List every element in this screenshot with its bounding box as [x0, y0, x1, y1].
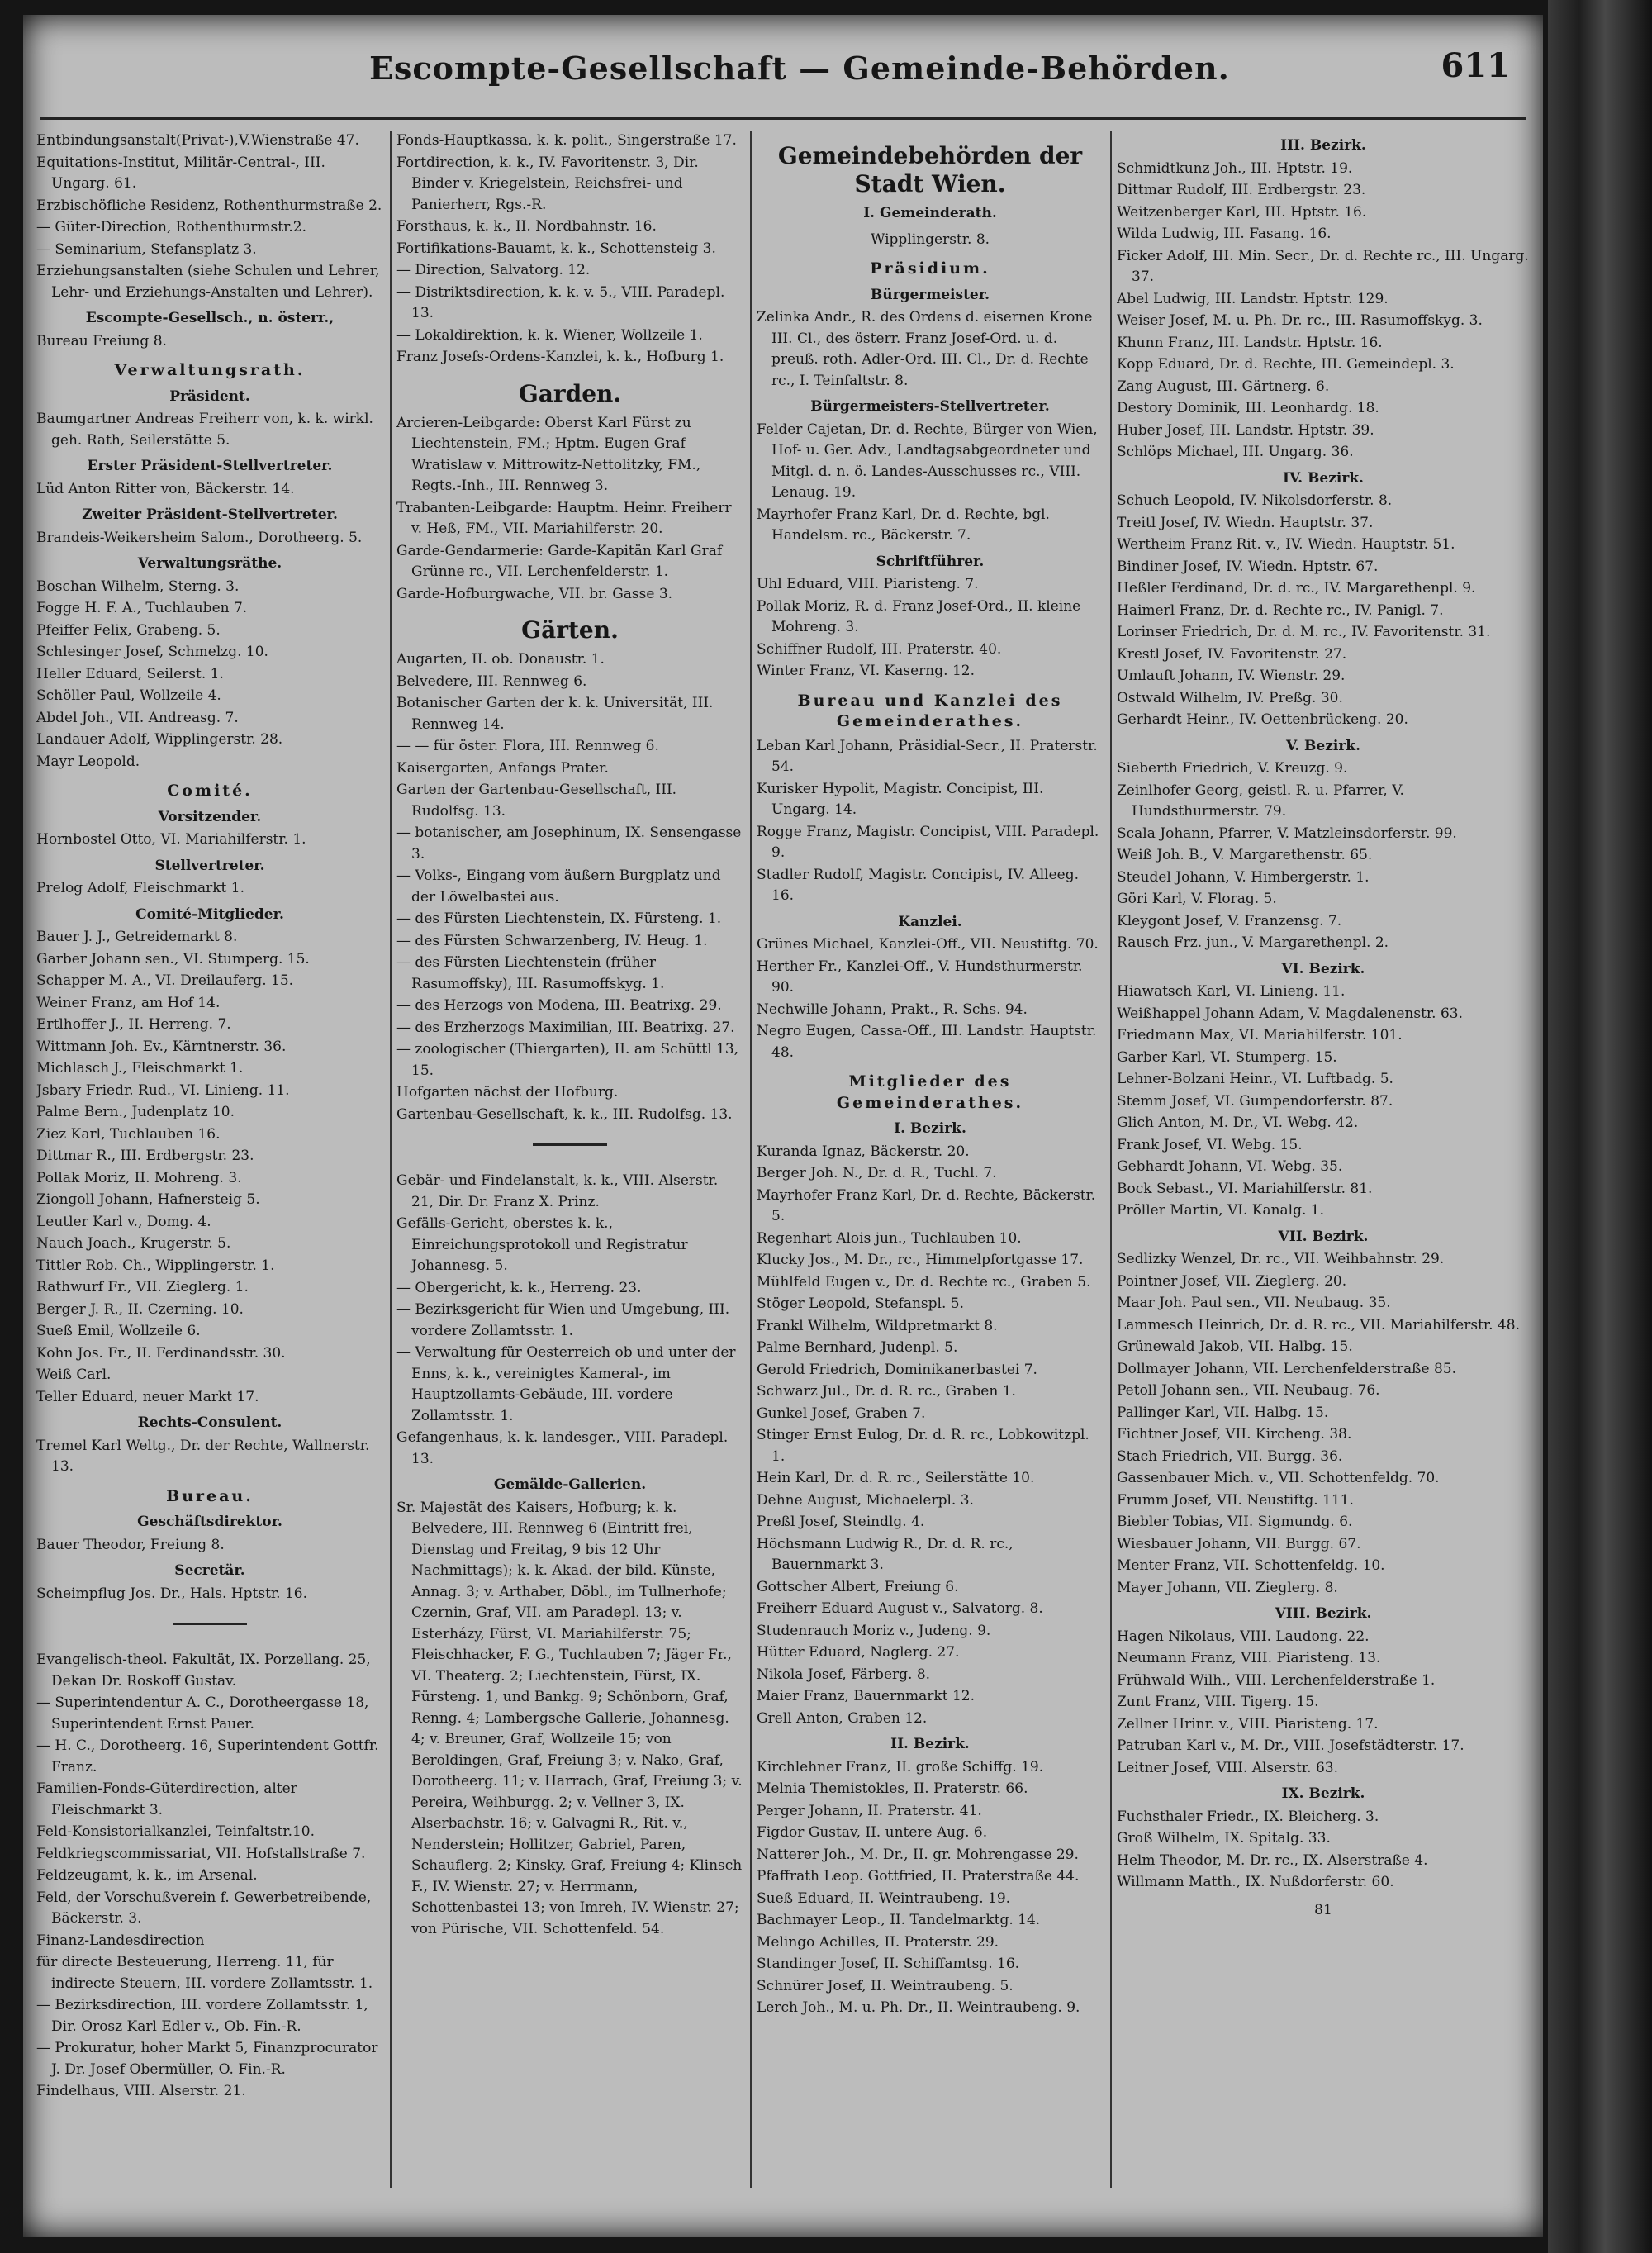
directory-entry: Tremel Karl Weltg., Dr. der Rechte, Wallnerstr. 13. [36, 1437, 370, 1475]
header-rule [40, 117, 1526, 120]
subheading: Kanzlei. [898, 913, 962, 930]
directory-entry: Findelhaus, VIII. Alserstr. 21. [36, 2083, 246, 2099]
subheading: Comité-Mitglieder. [135, 905, 284, 923]
spaced-heading: Mitglieder des Gemeinderathes. [836, 1072, 1024, 1112]
directory-entry: Schwarz Jul., Dr. d. R. rc., Graben 1. [757, 1383, 1016, 1400]
directory-entry: Friedmann Max, VI. Mariahilferstr. 101. [1117, 1027, 1403, 1043]
directory-entry: Frühwald Wilh., VIII. Lerchenfelderstraße 1. [1117, 1671, 1436, 1689]
directory-entry: Frankl Wilhelm, Wildpretmarkt 8. [757, 1317, 998, 1334]
directory-entry: Felder Cajetan, Dr. d. Rechte, Bürger von Wien, Hof- u. Ger. Adv., Landtagsabgeordneter und Mitgl. d. n. ö. Landes-Ausschusses rc., VIII. Lenaug. 19. [757, 421, 1098, 501]
directory-entry: Finanz-Landesdirection [36, 1932, 205, 1949]
directory-entry: Jsbary Friedr. Rud., VI. Linieng. 11. [36, 1081, 290, 1099]
directory-entry: Lerch Joh., M. u. Ph. Dr., II. Weintraubeng. 9. [757, 1999, 1080, 2016]
directory-entry: Natterer Joh., M. Dr., II. gr. Mohrengasse 29. [757, 1846, 1079, 1863]
subheading: Vorsitzender. [158, 808, 262, 825]
directory-entry: Feld-Konsistorialkanzlei, Teinfaltstr.10. [36, 1823, 316, 1840]
directory-entry: Zeinlhofer Georg, geistl. R. u. Pfarrer, V. Hundsthurmerstr. 79. [1117, 782, 1404, 820]
directory-entry: Krestl Josef, IV. Favoritenstr. 27. [1117, 645, 1347, 663]
directory-entry: Sueß Emil, Wollzeile 6. [36, 1323, 201, 1339]
subheading: I. Bezirk. [894, 1120, 966, 1137]
directory-entry: Maar Joh. Paul sen., VII. Neubaug. 35. [1117, 1295, 1391, 1311]
directory-entry: Mayr Leopold. [36, 753, 140, 770]
subheading: IX. Bezirk. [1281, 1785, 1365, 1802]
directory-entry: Trabanten-Leibgarde: Hauptm. Heinr. Freiherr v. Heß, FM., VII. Mariahilferstr. 20. [396, 499, 732, 537]
directory-entry: — Volks-, Eingang vom äußern Burgplatz und der Löwelbastei aus. [396, 867, 721, 905]
directory-entry: — Obergericht, k. k., Herreng. 23. [396, 1279, 642, 1296]
directory-entry: Schlesinger Josef, Schmelzg. 10. [36, 644, 268, 660]
subheading: Bürgermeister. [870, 286, 990, 303]
directory-entry: Tittler Rob. Ch., Wipplingerstr. 1. [36, 1257, 275, 1274]
directory-entry: Schöller Paul, Wollzeile 4. [36, 687, 221, 704]
directory-entry: Schuch Leopold, IV. Nikolsdorferstr. 8. [1117, 492, 1393, 509]
directory-entry: Fuchsthaler Friedr., IX. Bleicherg. 3. [1117, 1808, 1379, 1825]
subheading: Secretär. [174, 1562, 245, 1579]
directory-entry: — des Fürsten Liechtenstein, IX. Fürsteng. 1. [396, 910, 722, 927]
subheading: VIII. Bezirk. [1275, 1605, 1372, 1622]
directory-entry: Zelinka Andr., R. des Ordens d. eisernen Krone III. Cl., des österr. Franz Josef-Ord. u. d. preuß. roth. Adler-Ord. III. Cl., Dr. d. Rechte rc., I. Teinfaltstr. 8. [757, 309, 1093, 389]
directory-entry: Teller Eduard, neuer Markt 17. [36, 1388, 259, 1405]
directory-entry: — botanischer, am Josephinum, IX. Sensengasse 3. [396, 825, 742, 863]
directory-entry: Nechwille Johann, Prakt., R. Schs. 94. [757, 1001, 1028, 1018]
directory-entry: Fonds-Hauptkassa, k. k. polit., Singerstraße 17. [396, 132, 737, 149]
subheading: VII. Bezirk. [1278, 1228, 1369, 1245]
directory-entry: Frumm Josef, VII. Neustiftg. 111. [1117, 1491, 1354, 1509]
directory-entry: Pfaffrath Leop. Gottfried, II. Praterstraße 44. [757, 1868, 1080, 1885]
directory-entry: Gartenbau-Gesellschaft, k. k., III. Rudolfsg. 13. [396, 1105, 733, 1123]
directory-entry: Dittmar R., III. Erdbergstr. 23. [36, 1148, 254, 1164]
directory-entry: Lüd Anton Ritter von, Bäckerstr. 14. [36, 480, 295, 497]
directory-entry: Mayer Johann, VII. Zieglerg. 8. [1117, 1579, 1338, 1596]
directory-entry: Zunt Franz, VIII. Tigerg. 15. [1117, 1694, 1319, 1710]
directory-entry: — Verwaltung für Oesterreich ob und unter der Enns, k. k., vereinigtes Kameral-, im Hauptzollamts-Gebäude, III. vordere Zollamtsstr. 1. [396, 1344, 736, 1424]
directory-entry: Equitations-Institut, Militär-Central-, III. Ungarg. 61. [36, 154, 325, 192]
directory-entry: Ertlhoffer J., II. Herreng. 7. [36, 1016, 231, 1033]
directory-entry: Biebler Tobias, VII. Sigmundg. 6. [1117, 1514, 1353, 1530]
directory-entry: Pfeiffer Felix, Grabeng. 5. [36, 621, 221, 639]
directory-entry: Baumgartner Andreas Freiherr von, k. k. wirkl. geh. Rath, Seilerstätte 5. [36, 411, 373, 449]
column-divider [390, 131, 392, 2188]
subheading: Gemälde-Gallerien. [493, 1476, 647, 1493]
directory-entry: Mayrhofer Franz Karl, Dr. d. Rechte, bgl. Handelsm. rc., Bäckerstr. 7. [757, 506, 1050, 544]
subheading: Bürgermeisters-Stellvertreter. [810, 398, 1050, 415]
subheading: II. Bezirk. [890, 1736, 970, 1752]
directory-entry: Helm Theodor, M. Dr. rc., IX. Alserstraße 4. [1117, 1851, 1428, 1869]
directory-entry: Feldkriegscommissariat, VII. Hofstallstraße 7. [36, 1845, 366, 1862]
directory-entry: Rogge Franz, Magistr. Concipist, VIII. Paradepl. 9. [757, 823, 1099, 861]
directory-entry: — Direction, Salvatorg. 12. [396, 262, 591, 278]
directory-entry: Scala Johann, Pfarrer, V. Matzleinsdorferstr. 99. [1117, 825, 1457, 842]
section-heading: Gemeindebehörden der Stadt Wien. [777, 142, 1083, 197]
directory-entry: Erziehungsanstalten (siehe Schulen und Lehrer, Lehr- und Erziehungs-Anstalten und Lehrer). [36, 263, 380, 301]
signature-number: 81 [1314, 1901, 1332, 1918]
directory-entry: — Seminarium, Stefansplatz 3. [36, 240, 257, 258]
directory-entry: Perger Johann, II. Praterstr. 41. [757, 1802, 982, 1819]
directory-entry: Negro Eugen, Cassa-Off., III. Landstr. Hauptstr. 48. [757, 1023, 1097, 1061]
directory-entry: — Bezirksgericht für Wien und Umgebung, III. vordere Zollamtsstr. 1. [396, 1301, 730, 1339]
directory-entry: Grünewald Jakob, VII. Halbg. 15. [1117, 1338, 1353, 1355]
directory-entry: Hiawatsch Karl, VI. Linieng. 11. [1117, 983, 1346, 1000]
directory-entry: Kleygont Josef, V. Franzensg. 7. [1117, 912, 1342, 929]
directory-page [23, 15, 1543, 2237]
directory-entry: Ziez Karl, Tuchlauben 16. [36, 1125, 221, 1143]
directory-entry: Pollak Moriz, II. Mohreng. 3. [36, 1169, 242, 1186]
directory-entry: Grell Anton, Graben 12. [757, 1709, 928, 1727]
spaced-heading: Verwaltungsrath. [114, 361, 306, 379]
directory-entry: Klucky Jos., M. Dr., rc., Himmelpfortgasse 17. [757, 1252, 1084, 1268]
directory-entry: Rathwurf Fr., VII. Zieglerg. 1. [36, 1279, 249, 1295]
directory-entry: Wilda Ludwig, III. Fasang. 16. [1117, 226, 1332, 242]
directory-entry: Brandeis-Weikersheim Salom., Dorotheerg. 5. [36, 529, 363, 546]
directory-entry: Ficker Adolf, III. Min. Secr., Dr. d. Rechte rc., III. Ungarg. 37. [1117, 247, 1529, 285]
directory-entry: Augarten, II. ob. Donaustr. 1. [396, 651, 605, 668]
directory-entry: Bachmayer Leop., II. Tandelmarktg. 14. [757, 1912, 1041, 1928]
directory-entry: Belvedere, III. Rennweg 6. [396, 673, 587, 690]
directory-entry: Grünes Michael, Kanzlei-Off., VII. Neustiftg. 70. [757, 936, 1099, 953]
directory-entry: Zang August, III. Gärtnerg. 6. [1117, 378, 1330, 395]
directory-entry: Weiß Joh. B., V. Margarethenstr. 65. [1117, 847, 1373, 863]
directory-entry: — Superintendentur A. C., Dorotheergasse 18, Superintendent Ernst Pauer. [36, 1695, 369, 1733]
directory-entry: Dollmayer Johann, VII. Lerchenfelderstraße 85. [1117, 1360, 1457, 1377]
subheading: I. Gemeinderath. [863, 205, 997, 221]
spaced-heading: Comité. [167, 782, 253, 800]
directory-entry: Weiner Franz, am Hof 14. [36, 994, 221, 1011]
directory-entry: Stinger Ernst Eulog, Dr. d. R. rc., Lobkowitzpl. 1. [757, 1427, 1089, 1465]
directory-entry: Bureau Freiung 8. [36, 332, 167, 349]
directory-entry: Stöger Leopold, Stefanspl. 5. [757, 1295, 964, 1312]
directory-entry: Hein Karl, Dr. d. R. rc., Seilerstätte 10. [757, 1470, 1035, 1486]
directory-entry: Maier Franz, Bauernmarkt 12. [757, 1688, 976, 1704]
directory-entry: Stadler Rudolf, Magistr. Concipist, IV. Alleeg. 16. [757, 866, 1080, 904]
subheading: VI. Bezirk. [1281, 960, 1365, 977]
directory-entry: Gottscher Albert, Freiung 6. [757, 1578, 959, 1595]
directory-entry: Mühlfeld Eugen v., Dr. d. Rechte rc., Graben 5. [757, 1273, 1091, 1290]
directory-entry: Schlöps Michael, III. Ungarg. 36. [1117, 444, 1354, 460]
column-divider [750, 131, 752, 2188]
directory-entry: Familien-Fonds-Güterdirection, alter Fleischmarkt 3. [36, 1780, 297, 1818]
directory-entry: Garde-Gendarmerie: Garde-Kapitän Karl Graf Grünne rc., VII. Lerchenfelderstr. 1. [396, 542, 723, 580]
directory-entry: Standinger Josef, II. Schiffamtsg. 16. [757, 1956, 1020, 1972]
directory-entry: — des Fürsten Schwarzenberg, IV. Heug. 1. [396, 932, 708, 949]
subheading: Geschäftsdirektor. [137, 1514, 282, 1530]
subheading: Schriftführer. [876, 553, 985, 570]
directory-entry: Weißhappel Johann Adam, V. Magdalenenstr. 63. [1117, 1005, 1464, 1022]
section-heading: Garden. [518, 379, 622, 407]
directory-entry: Sr. Majestät des Kaisers, Hofburg; k. k. Belvedere, III. Rennweg 6 (Eintritt frei, Dienstag und Freitag, 9 bis 12 Uhr Nachmittags); k. k. Akad. der bild. Künste, Annag. 3; v. Arthaber, Döbl., im Tullnerhofe; Czernin, Graf, VII. am Paradepl. 13; v. Esterházy, Fürst, VI. Mariahilferstr. 75; Fleischhacker, F. G., Tuchlauben 7; Jäger Fr., VI. Theaterg. 2; Liechtenstein, Fürst, IX. Fürsteng. 1, und Bankg. 9; Schönborn, Graf, Renng. 4; Lambergsche Gallerie, Johannesg. 4; v. Breuner, Graf, Wollzeile 15; von Beroldingen, Graf, Freiung 3; v. Nako, Graf, Dorotheerg. 11; v. Harrach, Graf, Freiung 3; v. Pereira, Weihburgg. 2; v. Vellner 3, IX. Alserbachstr. 16; v. Galvagni R., Rit. v., Nenderstein; Hollitzer, Gabriel, Paren, Schauflerg. 2; Kinsky, Graf, Freiung 4; Klinsch F., IV. Wienstr. 27; v. Herrmann, Schottenbastei 13; von Imreh, IV. Wienstr. 27; von Pürische, VII. Schottenfeld. 54. [396, 1499, 743, 1937]
directory-entry: Kaisergarten, Anfangs Prater. [396, 759, 609, 777]
directory-entry: Bauer J. J., Getreidemarkt 8. [36, 929, 238, 945]
directory-entry: Schmidtkunz Joh., III. Hptstr. 19. [1117, 159, 1353, 177]
directory-entry: — Lokaldirektion, k. k. Wiener, Wollzeile 1. [396, 326, 703, 344]
directory-entry: Frank Josef, VI. Webg. 15. [1117, 1136, 1303, 1153]
directory-entry: Schnürer Josef, II. Weintraubeng. 5. [757, 1977, 1014, 1994]
directory-entry: Studenrauch Moriz v., Judeng. 9. [757, 1622, 991, 1639]
directory-entry: Sueß Eduard, II. Weintraubeng. 19. [757, 1889, 1011, 1907]
directory-entry: Rausch Frz. jun., V. Margarethenpl. 2. [1117, 934, 1389, 951]
directory-entry: Kirchlehner Franz, II. große Schiffg. 19. [757, 1758, 1044, 1775]
directory-entry: Schapper M. A., VI. Dreilauferg. 15. [36, 972, 294, 989]
directory-entry: — — für öster. Flora, III. Rennweg 6. [396, 738, 659, 754]
directory-entry: Feld, der Vorschußverein f. Gewerbetreibende, Bäckerstr. 3. [36, 1889, 372, 1927]
directory-entry: Groß Wilhelm, IX. Spitalg. 33. [1117, 1830, 1331, 1847]
directory-entry: Göri Karl, V. Florag. 5. [1117, 891, 1277, 907]
directory-entry: Michlasch J., Fleischmarkt 1. [36, 1060, 244, 1077]
directory-entry: Weitzenberger Karl, III. Hptstr. 16. [1117, 203, 1367, 221]
column-2 [396, 131, 743, 2221]
directory-entry: Garber Johann sen., VI. Stumperg. 15. [36, 950, 310, 967]
directory-entry: Schiffner Rudolf, III. Praterstr. 40. [757, 640, 1002, 658]
section-separator [533, 1143, 607, 1146]
directory-entry: Weiser Josef, M. u. Ph. Dr. rc., III. Rasumoffskyg. 3. [1117, 312, 1483, 329]
directory-entry: Petoll Johann sen., VII. Neubaug. 76. [1117, 1382, 1380, 1399]
directory-entry: — des Erzherzogs Maximilian, III. Beatrixg. 27. [396, 1019, 735, 1036]
directory-entry: Kopp Eduard, Dr. d. Rechte, III. Gemeindepl. 3. [1117, 356, 1455, 373]
directory-entry: Heßler Ferdinand, Dr. d. rc., IV. Margarethenpl. 9. [1117, 580, 1476, 597]
directory-entry: Neumann Franz, VIII. Piaristeng. 13. [1117, 1650, 1381, 1666]
directory-entry: Pollak Moriz, R. d. Franz Josef-Ord., II. kleine Mohreng. 3. [757, 597, 1081, 635]
directory-entry: Gebär- und Findelanstalt, k. k., VIII. Alserstr. 21, Dir. Dr. Franz X. Prinz. [396, 1172, 719, 1210]
directory-entry: Lehner-Bolzani Heinr., VI. Luftbadg. 5. [1117, 1071, 1393, 1087]
directory-entry: Lorinser Friedrich, Dr. d. M. rc., IV. Favoritenstr. 31. [1117, 624, 1491, 640]
directory-entry: — zoologischer (Thiergarten), II. am Schüttl 13, 15. [396, 1041, 739, 1079]
directory-entry: Evangelisch-theol. Fakultät, IX. Porzellang. 25, Dekan Dr. Roskoff Gustav. [36, 1652, 371, 1690]
spaced-heading: Präsidium. [870, 259, 990, 278]
directory-entry: Garber Karl, VI. Stumperg. 15. [1117, 1048, 1337, 1066]
subheading: Erster Präsident-Stellvertreter. [87, 458, 333, 474]
section-heading: Gärten. [521, 616, 619, 644]
directory-entry: Hütter Eduard, Naglerg. 27. [757, 1644, 960, 1661]
directory-entry: Palme Bern., Judenplatz 10. [36, 1104, 235, 1120]
directory-entry: Hofgarten nächst der Hofburg. [396, 1084, 619, 1100]
directory-entry: für directe Besteuerung, Herreng. 11, für indirecte Steuern, III. vordere Zollamtsstr. 1. [36, 1954, 373, 1992]
directory-entry: Hornbostel Otto, VI. Mariahilferstr. 1. [36, 831, 306, 848]
directory-entry: Sieberth Friedrich, V. Kreuzg. 9. [1117, 760, 1348, 777]
directory-entry: Huber Josef, III. Landstr. Hptstr. 39. [1117, 421, 1374, 439]
directory-entry: Nikola Josef, Färberg. 8. [757, 1666, 931, 1683]
directory-entry: Höchsmann Ludwig R., Dr. d. R. rc., Bauernmarkt 3. [757, 1535, 1014, 1573]
directory-entry: Melnia Themistokles, II. Praterstr. 66. [757, 1780, 1028, 1797]
spaced-heading: Bureau. [166, 1486, 254, 1505]
directory-entry: — Güter-Direction, Rothenthurmstr.2. [36, 219, 306, 235]
subheading: Escompte-Gesellsch., n. österr., [85, 310, 335, 326]
directory-entry: Garde-Hofburgwache, VII. br. Gasse 3. [396, 585, 673, 602]
directory-entry: Gassenbauer Mich. v., VII. Schottenfeldg. 70. [1117, 1470, 1440, 1486]
subheading: IV. Bezirk. [1283, 469, 1364, 487]
directory-entry: Palme Bernhard, Judenpl. 5. [757, 1339, 958, 1356]
subheading: Zweiter Präsident-Stellvertreter. [82, 506, 338, 523]
directory-entry: Fogge H. F. A., Tuchlauben 7. [36, 600, 248, 616]
directory-entry: Garten der Gartenbau-Gesellschaft, III. Rudolfsg. 13. [396, 782, 677, 820]
spaced-heading: Bureau und Kanzlei des Gemeinderathes. [797, 691, 1063, 730]
directory-entry: Leutler Karl v., Domg. 4. [36, 1213, 211, 1230]
directory-entry: Prelog Adolf, Fleischmarkt 1. [36, 880, 244, 896]
book-binding [1548, 0, 1652, 2253]
directory-entry: Uhl Eduard, VIII. Piaristeng. 7. [757, 576, 979, 592]
directory-entry: Stach Friedrich, VII. Burgg. 36. [1117, 1447, 1343, 1465]
directory-entry: Haimerl Franz, Dr. d. Rechte rc., IV. Panigl. 7. [1117, 601, 1444, 619]
directory-entry: Khunn Franz, III. Landstr. Hptstr. 16. [1117, 334, 1383, 351]
directory-entry: Gefangenhaus, k. k. landesger., VIII. Paradepl. 13. [396, 1429, 729, 1467]
directory-entry: — Distriktsdirection, k. k. v. 5., VIII. Paradepl. 13. [396, 283, 725, 321]
directory-entry: Franz Josefs-Ordens-Kanzlei, k. k., Hofburg 1. [396, 349, 724, 365]
directory-entry: Landauer Adolf, Wipplingerstr. 28. [36, 731, 283, 748]
directory-entry: Fortifikations-Bauamt, k. k., Schottensteig 3. [396, 240, 716, 257]
directory-entry: Wertheim Franz Rit. v., IV. Wiedn. Hauptstr. 51. [1117, 536, 1455, 553]
directory-entry: Ziongoll Johann, Hafnersteig 5. [36, 1191, 260, 1208]
directory-entry: Scheimpflug Jos. Dr., Hals. Hptstr. 16. [36, 1585, 307, 1602]
directory-entry: Ostwald Wilhelm, IV. Preßg. 30. [1117, 689, 1343, 706]
directory-entry: Erzbischöfliche Residenz, Rothenthurmstraße 2. [36, 197, 382, 214]
directory-entry: Forsthaus, k. k., II. Nordbahnstr. 16. [396, 218, 657, 235]
subheading: III. Bezirk. [1280, 137, 1366, 154]
directory-entry: Stemm Josef, VI. Gumpendorferstr. 87. [1117, 1092, 1393, 1110]
directory-entry: Kurisker Hypolit, Magistr. Concipist, III. Ungarg. 14. [757, 780, 1044, 818]
directory-entry: Abdel Joh., VII. Andreasg. 7. [36, 709, 239, 726]
directory-entry: Gerhardt Heinr., IV. Oettenbrückeng. 20. [1117, 711, 1408, 728]
directory-entry: Arcieren-Leibgarde: Oberst Karl Fürst zu Liechtenstein, FM.; Hptm. Eugen Graf Wratislaw v. Mittrowitz-Nettolitzky, FM., Regts.-Inh., III. Rennweg 3. [396, 414, 701, 494]
directory-entry: Pointner Josef, VII. Zieglerg. 20. [1117, 1272, 1347, 1290]
directory-entry: Zellner Hrinr. v., VIII. Piaristeng. 17. [1117, 1715, 1379, 1733]
directory-entry: — Bezirksdirection, III. vordere Zollamtsstr. 1, Dir. Orosz Karl Edler v., Ob. Fin.-R. [36, 1997, 368, 2035]
directory-entry: — des Fürsten Liechtenstein (früher Rasumoffsky), III. Rasumoffskyg. 1. [396, 954, 665, 992]
directory-entry: Gebhardt Johann, VI. Webg. 35. [1117, 1158, 1343, 1175]
directory-entry: Wiesbauer Johann, VII. Burgg. 67. [1117, 1535, 1361, 1552]
subheading: Stellvertreter. [154, 857, 265, 874]
directory-entry: Dittmar Rudolf, III. Erdbergstr. 23. [1117, 182, 1366, 198]
directory-entry: Umlauft Johann, IV. Wienstr. 29. [1117, 668, 1346, 684]
directory-entry: Preßl Josef, Steindlg. 4. [757, 1514, 925, 1530]
directory-entry: Menter Franz, VII. Schottenfeldg. 10. [1117, 1557, 1385, 1574]
directory-entry: Wittmann Joh. Ev., Kärntnerstr. 36. [36, 1038, 287, 1055]
directory-entry: Abel Ludwig, III. Landstr. Hptstr. 129. [1117, 290, 1389, 307]
subheading: Rechts-Consulent. [137, 1414, 282, 1431]
directory-entry: — des Herzogs von Modena, III. Beatrixg. 29. [396, 997, 722, 1014]
directory-entry: Hagen Nikolaus, VIII. Laudong. 22. [1117, 1628, 1370, 1645]
directory-entry: Freiherr Eduard August v., Salvatorg. 8. [757, 1600, 1043, 1617]
column-3 [757, 131, 1104, 2221]
directory-entry: Regenhart Alois jun., Tuchlauben 10. [757, 1229, 1022, 1247]
directory-entry: Kuranda Ignaz, Bäckerstr. 20. [757, 1143, 970, 1160]
column-4 [1117, 131, 1530, 2221]
directory-entry: Nauch Joach., Krugerstr. 5. [36, 1235, 231, 1252]
directory-entry: Glich Anton, M. Dr., VI. Webg. 42. [1117, 1115, 1359, 1131]
column-divider [1110, 131, 1112, 2188]
directory-entry: Pröller Martin, VI. Kanalg. 1. [1117, 1202, 1325, 1219]
address-line: Wipplingerstr. 8. [870, 231, 990, 248]
directory-entry: Leban Karl Johann, Präsidial-Secr., II. Praterstr. 54. [757, 737, 1098, 775]
subheading: Verwaltungsräthe. [137, 555, 282, 572]
directory-entry: Gefälls-Gericht, oberstes k. k., Einreichungsprotokoll und Registratur Johannesg. 5. [396, 1215, 688, 1274]
page-number: 611 [1441, 46, 1510, 85]
directory-entry: Steudel Johann, V. Himbergerstr. 1. [1117, 868, 1370, 886]
running-head: Escompte-Gesellschaft — Gemeinde-Behörden. [369, 50, 1230, 87]
directory-entry: Figdor Gustav, II. untere Aug. 6. [757, 1824, 988, 1841]
directory-entry: — Prokuratur, hoher Markt 5, Finanzprocurator J. Dr. Josef Obermüller, O. Fin.-R. [36, 2040, 378, 2078]
directory-entry: Lammesch Heinrich, Dr. d. R. rc., VII. Mariahilferstr. 48. [1117, 1316, 1521, 1333]
directory-entry: Fichtner Josef, VII. Kircheng. 38. [1117, 1426, 1352, 1443]
directory-entry: Boschan Wilhelm, Sterng. 3. [36, 578, 240, 595]
directory-entry: Bindiner Josef, IV. Wiedn. Hptstr. 67. [1117, 558, 1379, 575]
directory-entry: Mayrhofer Franz Karl, Dr. d. Rechte, Bäckerstr. 5. [757, 1186, 1096, 1224]
directory-entry: Sedlizky Wenzel, Dr. rc., VII. Weihbahnstr. 29. [1117, 1251, 1445, 1267]
directory-entry: Kohn Jos. Fr., II. Ferdinandsstr. 30. [36, 1344, 286, 1362]
directory-entry: Heller Eduard, Seilerst. 1. [36, 665, 224, 682]
directory-entry: Treitl Josef, IV. Wiedn. Hauptstr. 37. [1117, 514, 1374, 531]
directory-entry: — H. C., Dorotheerg. 16, Superintendent Gottfr. Franz. [36, 1737, 379, 1775]
directory-entry: Melingo Achilles, II. Praterstr. 29. [757, 1933, 999, 1951]
directory-entry: Destory Dominik, III. Leonhardg. 18. [1117, 400, 1379, 416]
directory-entry: Dehne August, Michaelerpl. 3. [757, 1491, 974, 1509]
column-1 [36, 131, 383, 2221]
directory-entry: Berger J. R., II. Czerning. 10. [36, 1300, 244, 1318]
directory-entry: Entbindungsanstalt(Privat-),V.Wienstraße 47. [36, 132, 359, 149]
directory-entry: Feldzeugamt, k. k., im Arsenal. [36, 1867, 258, 1884]
directory-entry: Herther Fr., Kanzlei-Off., V. Hundsthurmerstr. 90. [757, 958, 1083, 996]
directory-entry: Berger Joh. N., Dr. d. R., Tuchl. 7. [757, 1165, 997, 1181]
subheading: V. Bezirk. [1285, 737, 1360, 754]
directory-entry: Gerold Friedrich, Dominikanerbastei 7. [757, 1361, 1037, 1378]
directory-entry: Botanischer Garten der k. k. Universität, III. Rennweg 14. [396, 695, 714, 733]
section-separator [173, 1623, 247, 1625]
directory-entry: Patruban Karl v., M. Dr., VIII. Josefstädterstr. 17. [1117, 1737, 1464, 1754]
directory-entry: Winter Franz, VI. Kaserng. 12. [757, 663, 975, 679]
directory-entry: Bauer Theodor, Freiung 8. [36, 1536, 225, 1553]
directory-entry: Leitner Josef, VIII. Alserstr. 63. [1117, 1759, 1338, 1776]
directory-entry: Willmann Matth., IX. Nußdorferstr. 60. [1117, 1874, 1394, 1890]
subheading: Präsident. [169, 387, 250, 405]
directory-entry: Pallinger Karl, VII. Halbg. 15. [1117, 1404, 1329, 1421]
directory-entry: Bock Sebast., VI. Mariahilferstr. 81. [1117, 1180, 1373, 1197]
directory-entry: Weiß Carl. [36, 1367, 112, 1383]
directory-entry: Fortdirection, k. k., IV. Favoritenstr. 3, Dir. Binder v. Kriegelstein, Reichsfrei- und Panierherr, Rgs.-R. [396, 154, 699, 213]
directory-entry: Gunkel Josef, Graben 7. [757, 1405, 926, 1422]
